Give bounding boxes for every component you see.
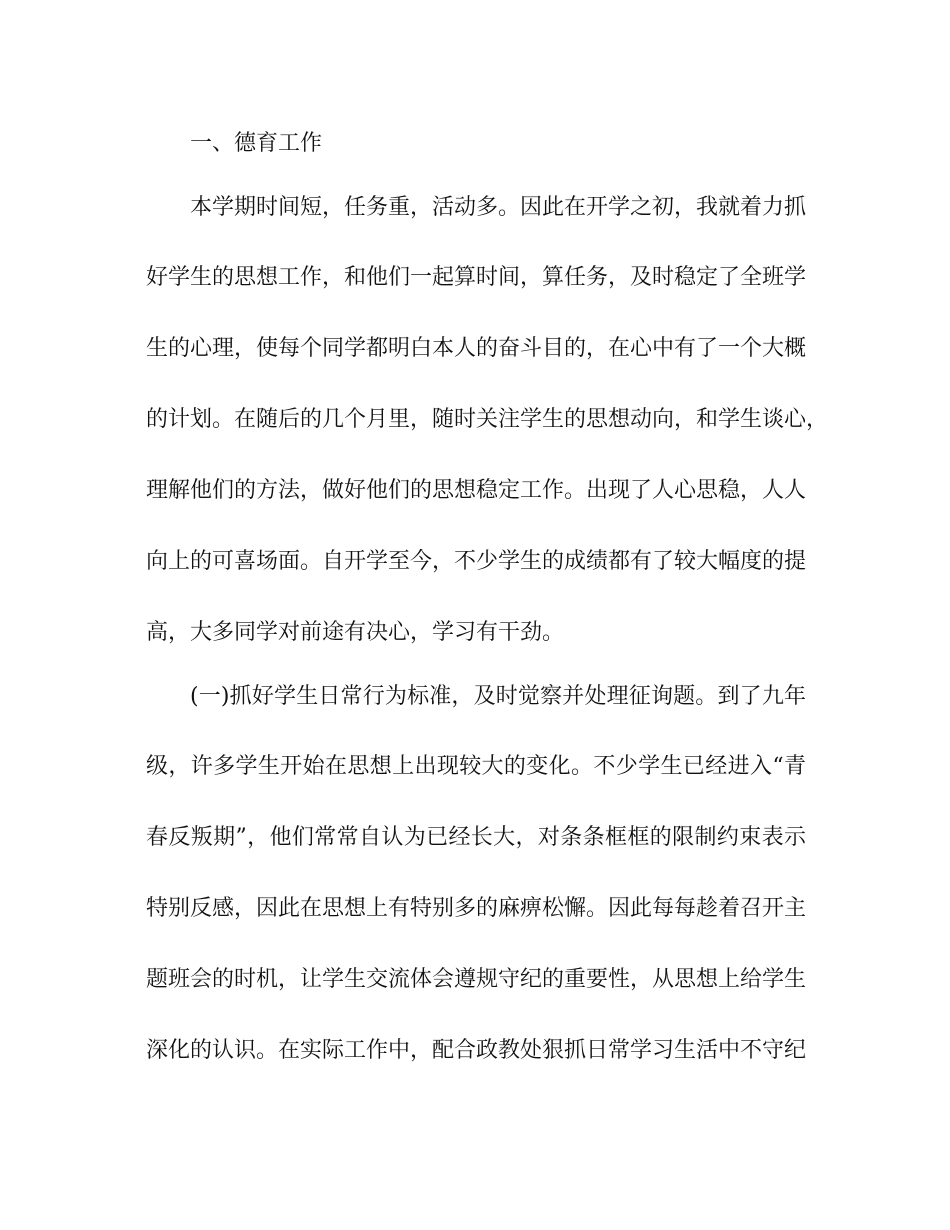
paragraph-line: 级，许多学生开始在思想上出现较大的变化。不少学生已经进入“青 bbox=[146, 754, 806, 779]
paragraph-line: 生的心理，使每个同学都明白本人的奋斗目的，在心中有了一个大概 bbox=[146, 336, 807, 361]
paragraph-line: 的计划。在随后的几个月里，随时关注学生的思想动向，和学生谈心， bbox=[146, 407, 829, 432]
paragraph-line: 深化的认识。在实际工作中，配合政教处狠抓日常学习生活中不守纪 bbox=[146, 1038, 807, 1063]
paragraph-line: 高，大多同学对前途有决心，学习有干劲。 bbox=[146, 620, 565, 645]
paragraph-line: 向上的可喜场面。自开学至今，不少学生的成绩都有了较大幅度的提 bbox=[146, 549, 807, 574]
paragraph-line: 理解他们的方法，做好他们的思想稳定工作。出现了人心思稳，人人 bbox=[146, 478, 807, 503]
paragraph-line: (一)抓好学生日常行为标准，及时觉察并处理征询题。到了九年 bbox=[190, 684, 806, 709]
paragraph-line: 题班会的时机，让学生交流体会遵规守纪的重要性，从思想上给学生 bbox=[146, 967, 807, 992]
section-heading: 一、德育工作 bbox=[190, 131, 323, 156]
paragraph-line: 特别反感，因此在思想上有特别多的麻痹松懈。因此每每趁着召开主 bbox=[146, 896, 807, 921]
paragraph-line: 春反叛期”，他们常常自认为已经长大，对条条框框的限制约束表示 bbox=[146, 825, 806, 850]
paragraph-line: 好学生的思想工作，和他们一起算时间，算任务，及时稳定了全班学 bbox=[146, 265, 807, 290]
paragraph-line: 本学期时间短，任务重，活动多。因此在开学之初，我就着力抓 bbox=[190, 195, 807, 220]
